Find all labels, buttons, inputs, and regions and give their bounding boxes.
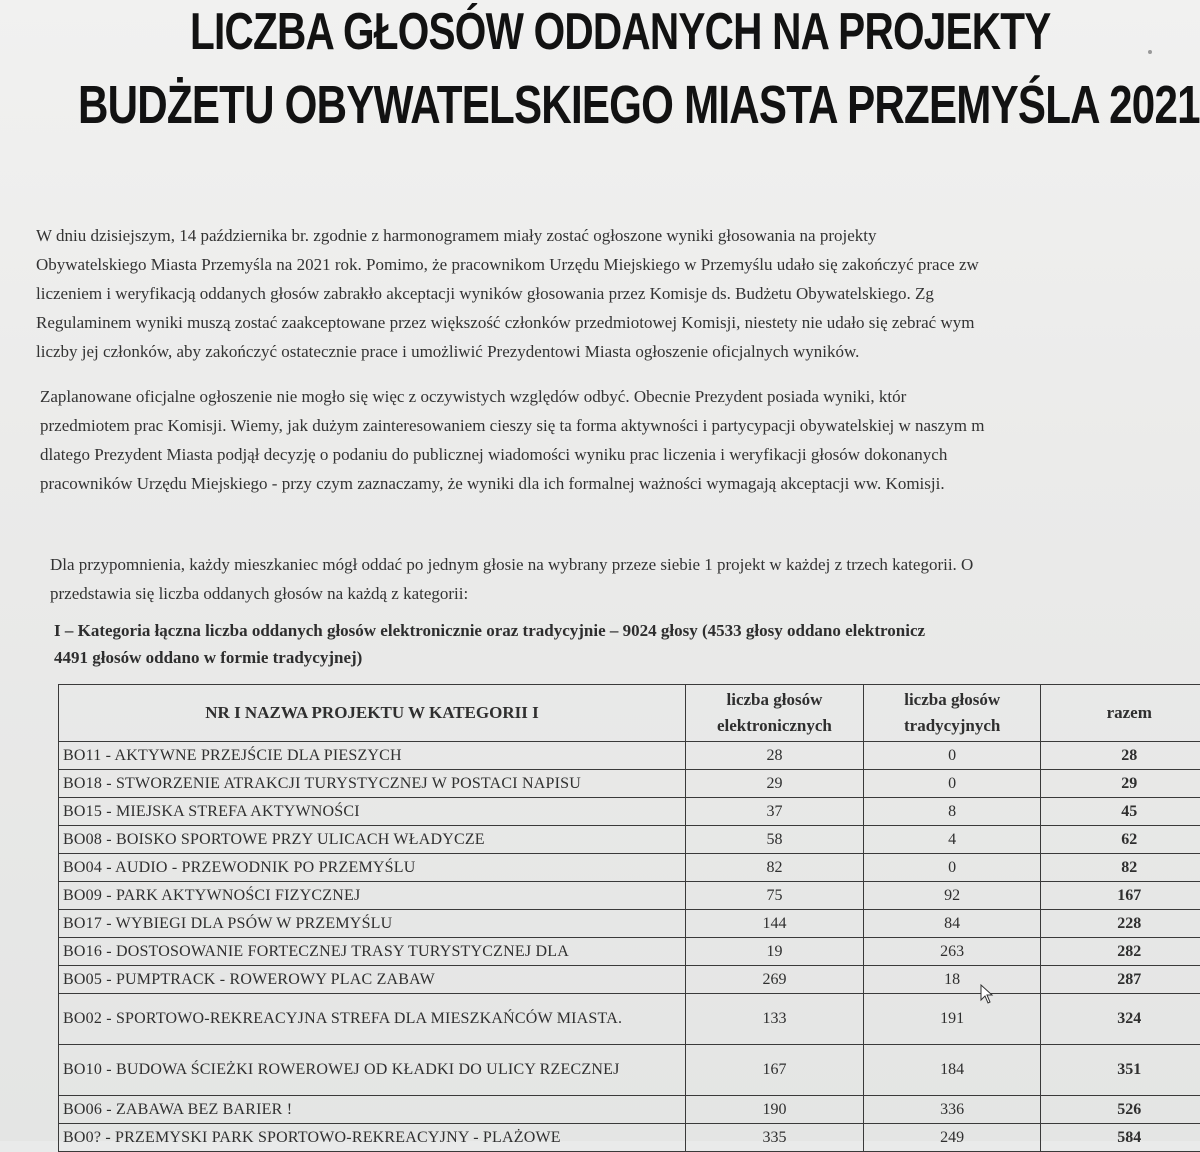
table-row xyxy=(59,742,1200,770)
project-name-cell: BO11 - AKTYWNE PRZEJŚCIE DLA PIESZYCH xyxy=(59,742,686,770)
table-row xyxy=(59,994,1200,1045)
paragraph-line: Regulaminem wyniki muszą zostać zaakceptowane przez większość członków przedmiotowej Komisji, niestety nie udało się zebrać wym xyxy=(36,308,1200,337)
total-votes-cell: 62 xyxy=(1041,826,1200,854)
table-row xyxy=(59,1096,1200,1124)
total-votes-cell: 526 xyxy=(1041,1096,1200,1124)
header-total: razem xyxy=(1041,685,1200,742)
traditional-votes-cell: 84 xyxy=(863,910,1041,938)
project-name-cell: BO09 - PARK AKTYWNOŚCI FIZYCZNEJ xyxy=(59,882,686,910)
intro-paragraph-3 xyxy=(50,550,1200,608)
project-name-cell: BO18 - STWORZENIE ATRAKCJI TURYSTYCZNEJ W POSTACI NAPISU xyxy=(59,770,686,798)
electronic-votes-cell: 335 xyxy=(685,1124,863,1152)
electronic-votes-cell: 82 xyxy=(685,854,863,882)
table-row xyxy=(59,910,1200,938)
table-row xyxy=(59,938,1200,966)
total-votes-cell: 82 xyxy=(1041,854,1200,882)
electronic-votes-cell: 269 xyxy=(685,966,863,994)
paragraph-line: W dniu dzisiejszym, 14 października br. zgodnie z harmonogramem miały zostać ogłoszone wyniki głosowania na projekty xyxy=(36,221,1200,250)
project-name-cell: BO05 - PUMPTRACK - ROWEROWY PLAC ZABAW xyxy=(59,966,686,994)
traditional-votes-cell: 92 xyxy=(863,882,1041,910)
traditional-votes-cell: 4 xyxy=(863,826,1041,854)
traditional-votes-cell: 336 xyxy=(863,1096,1041,1124)
category-heading xyxy=(54,617,1200,671)
paragraph-line: Zaplanowane oficjalne ogłoszenie nie mogło się więc z oczywistych względów odbyć. Obecnie Prezydent posiada wyniki, któr xyxy=(40,382,1200,411)
total-votes-cell: 282 xyxy=(1041,938,1200,966)
total-votes-cell: 28 xyxy=(1041,742,1200,770)
total-votes-cell: 29 xyxy=(1041,770,1200,798)
header-electronic-votes: liczba głosów elektronicznych xyxy=(685,685,863,742)
total-votes-cell: 324 xyxy=(1041,994,1200,1045)
electronic-votes-cell: 28 xyxy=(685,742,863,770)
intro-paragraph-2 xyxy=(40,382,1200,498)
project-name-cell: BO06 - ZABAWA BEZ BARIER ! xyxy=(59,1096,686,1124)
electronic-votes-cell: 133 xyxy=(685,994,863,1045)
intro-paragraph-1 xyxy=(36,221,1200,366)
total-votes-cell: 287 xyxy=(1041,966,1200,994)
page-title-line-1: LICZBA GŁOSÓW ODDANYCH NA PROJEKTY xyxy=(190,2,1126,62)
traditional-votes-cell: 0 xyxy=(863,770,1041,798)
electronic-votes-cell: 75 xyxy=(685,882,863,910)
paragraph-line: Dla przypomnienia, każdy mieszkaniec mógł oddać po jednym głosie na wybrany przeze siebie 1 projekt w każdej z trzech kategorii. O xyxy=(50,550,1200,579)
electronic-votes-cell: 190 xyxy=(685,1096,863,1124)
project-name-cell: BO04 - AUDIO - PRZEWODNIK PO PRZEMYŚLU xyxy=(59,854,686,882)
paragraph-line: pracowników Urzędu Miejskiego - przy czym zaznaczamy, że wyniki dla ich formalnej ważności wymagają akceptacji ww. Komisji. xyxy=(40,469,1200,498)
project-name-cell: BO10 - BUDOWA ŚCIEŻKI ROWEROWEJ OD KŁADKI DO ULICY RZECZNEJ xyxy=(59,1045,686,1096)
traditional-votes-cell: 0 xyxy=(863,854,1041,882)
header-project-name: NR I NAZWA PROJEKTU W KATEGORII I xyxy=(59,685,686,742)
electronic-votes-cell: 58 xyxy=(685,826,863,854)
traditional-votes-cell: 8 xyxy=(863,798,1041,826)
table-row xyxy=(59,798,1200,826)
table-header-row xyxy=(59,685,1200,742)
traditional-votes-cell: 191 xyxy=(863,994,1041,1045)
results-table xyxy=(58,684,1200,1152)
electronic-votes-cell: 144 xyxy=(685,910,863,938)
project-name-cell: BO16 - DOSTOSOWANIE FORTECZNEJ TRASY TURYSTYCZNEJ DLA xyxy=(59,938,686,966)
table-body xyxy=(59,742,1200,1152)
page-title-line-2: BUDŻETU OBYWATELSKIEGO MIASTA PRZEMYŚLA 2021 xyxy=(78,74,1014,136)
traditional-votes-cell: 18 xyxy=(863,966,1041,994)
paragraph-line: przedmiotem prac Komisji. Wiemy, jak dużym zainteresowaniem cieszy się ta forma aktywności i partycypacji obywatelskiej w naszym m xyxy=(40,411,1200,440)
table-row xyxy=(59,826,1200,854)
paragraph-line: Obywatelskiego Miasta Przemyśla na 2021 rok. Pomimo, że pracownikom Urzędu Miejskiego w Przemyślu udało się zakończyć prace zw xyxy=(36,250,1200,279)
electronic-votes-cell: 37 xyxy=(685,798,863,826)
paragraph-line: przedstawia się liczba oddanych głosów na każdą z kategorii: xyxy=(50,579,1200,608)
table-row xyxy=(59,1124,1200,1152)
project-name-cell: BO08 - BOISKO SPORTOWE PRZY ULICACH WŁADYCZE xyxy=(59,826,686,854)
table-row xyxy=(59,854,1200,882)
electronic-votes-cell: 167 xyxy=(685,1045,863,1096)
electronic-votes-cell: 29 xyxy=(685,770,863,798)
traditional-votes-cell: 263 xyxy=(863,938,1041,966)
total-votes-cell: 167 xyxy=(1041,882,1200,910)
traditional-votes-cell: 184 xyxy=(863,1045,1041,1096)
total-votes-cell: 45 xyxy=(1041,798,1200,826)
project-name-cell: BO17 - WYBIEGI DLA PSÓW W PRZEMYŚLU xyxy=(59,910,686,938)
paragraph-line: dlatego Prezydent Miasta podjął decyzję o podaniu do publicznej wiadomości wyniku prac liczenia i weryfikacji głosów dokonanych xyxy=(40,440,1200,469)
traditional-votes-cell: 0 xyxy=(863,742,1041,770)
project-name-cell: BO15 - MIEJSKA STREFA AKTYWNOŚCI xyxy=(59,798,686,826)
project-name-cell: BO0? - PRZEMYSKI PARK SPORTOWO-REKREACYJNY - PLAŻOWE xyxy=(59,1124,686,1152)
total-votes-cell: 584 xyxy=(1041,1124,1200,1152)
table-row xyxy=(59,966,1200,994)
table-row xyxy=(59,1045,1200,1096)
electronic-votes-cell: 19 xyxy=(685,938,863,966)
category-heading-line: I – Kategoria łączna liczba oddanych głosów elektronicznie oraz tradycyjnie – 9024 głosy (4533 głosy oddano elektronicz xyxy=(54,617,1200,644)
stray-dot xyxy=(1148,50,1152,54)
table-row xyxy=(59,882,1200,910)
mouse-cursor-icon xyxy=(980,984,994,1004)
paragraph-line: liczeniem i weryfikacją oddanych głosów zabrakło akceptacji wyników głosowania przez Komisje ds. Budżetu Obywatelskiego. Zg xyxy=(36,279,1200,308)
project-name-cell: BO02 - SPORTOWO-REKREACYJNA STREFA DLA MIESZKAŃCÓW MIASTA. xyxy=(59,994,686,1045)
paragraph-line: liczby jej członków, aby zakończyć ostatecznie prace i umożliwić Prezydentowi Miasta ogłoszenie oficjalnych wyników. xyxy=(36,337,1200,366)
total-votes-cell: 228 xyxy=(1041,910,1200,938)
header-traditional-votes: liczba głosów tradycyjnych xyxy=(863,685,1041,742)
traditional-votes-cell: 249 xyxy=(863,1124,1041,1152)
total-votes-cell: 351 xyxy=(1041,1045,1200,1096)
category-heading-line: 4491 głosów oddano w formie tradycyjnej) xyxy=(54,644,1200,671)
table-row xyxy=(59,770,1200,798)
